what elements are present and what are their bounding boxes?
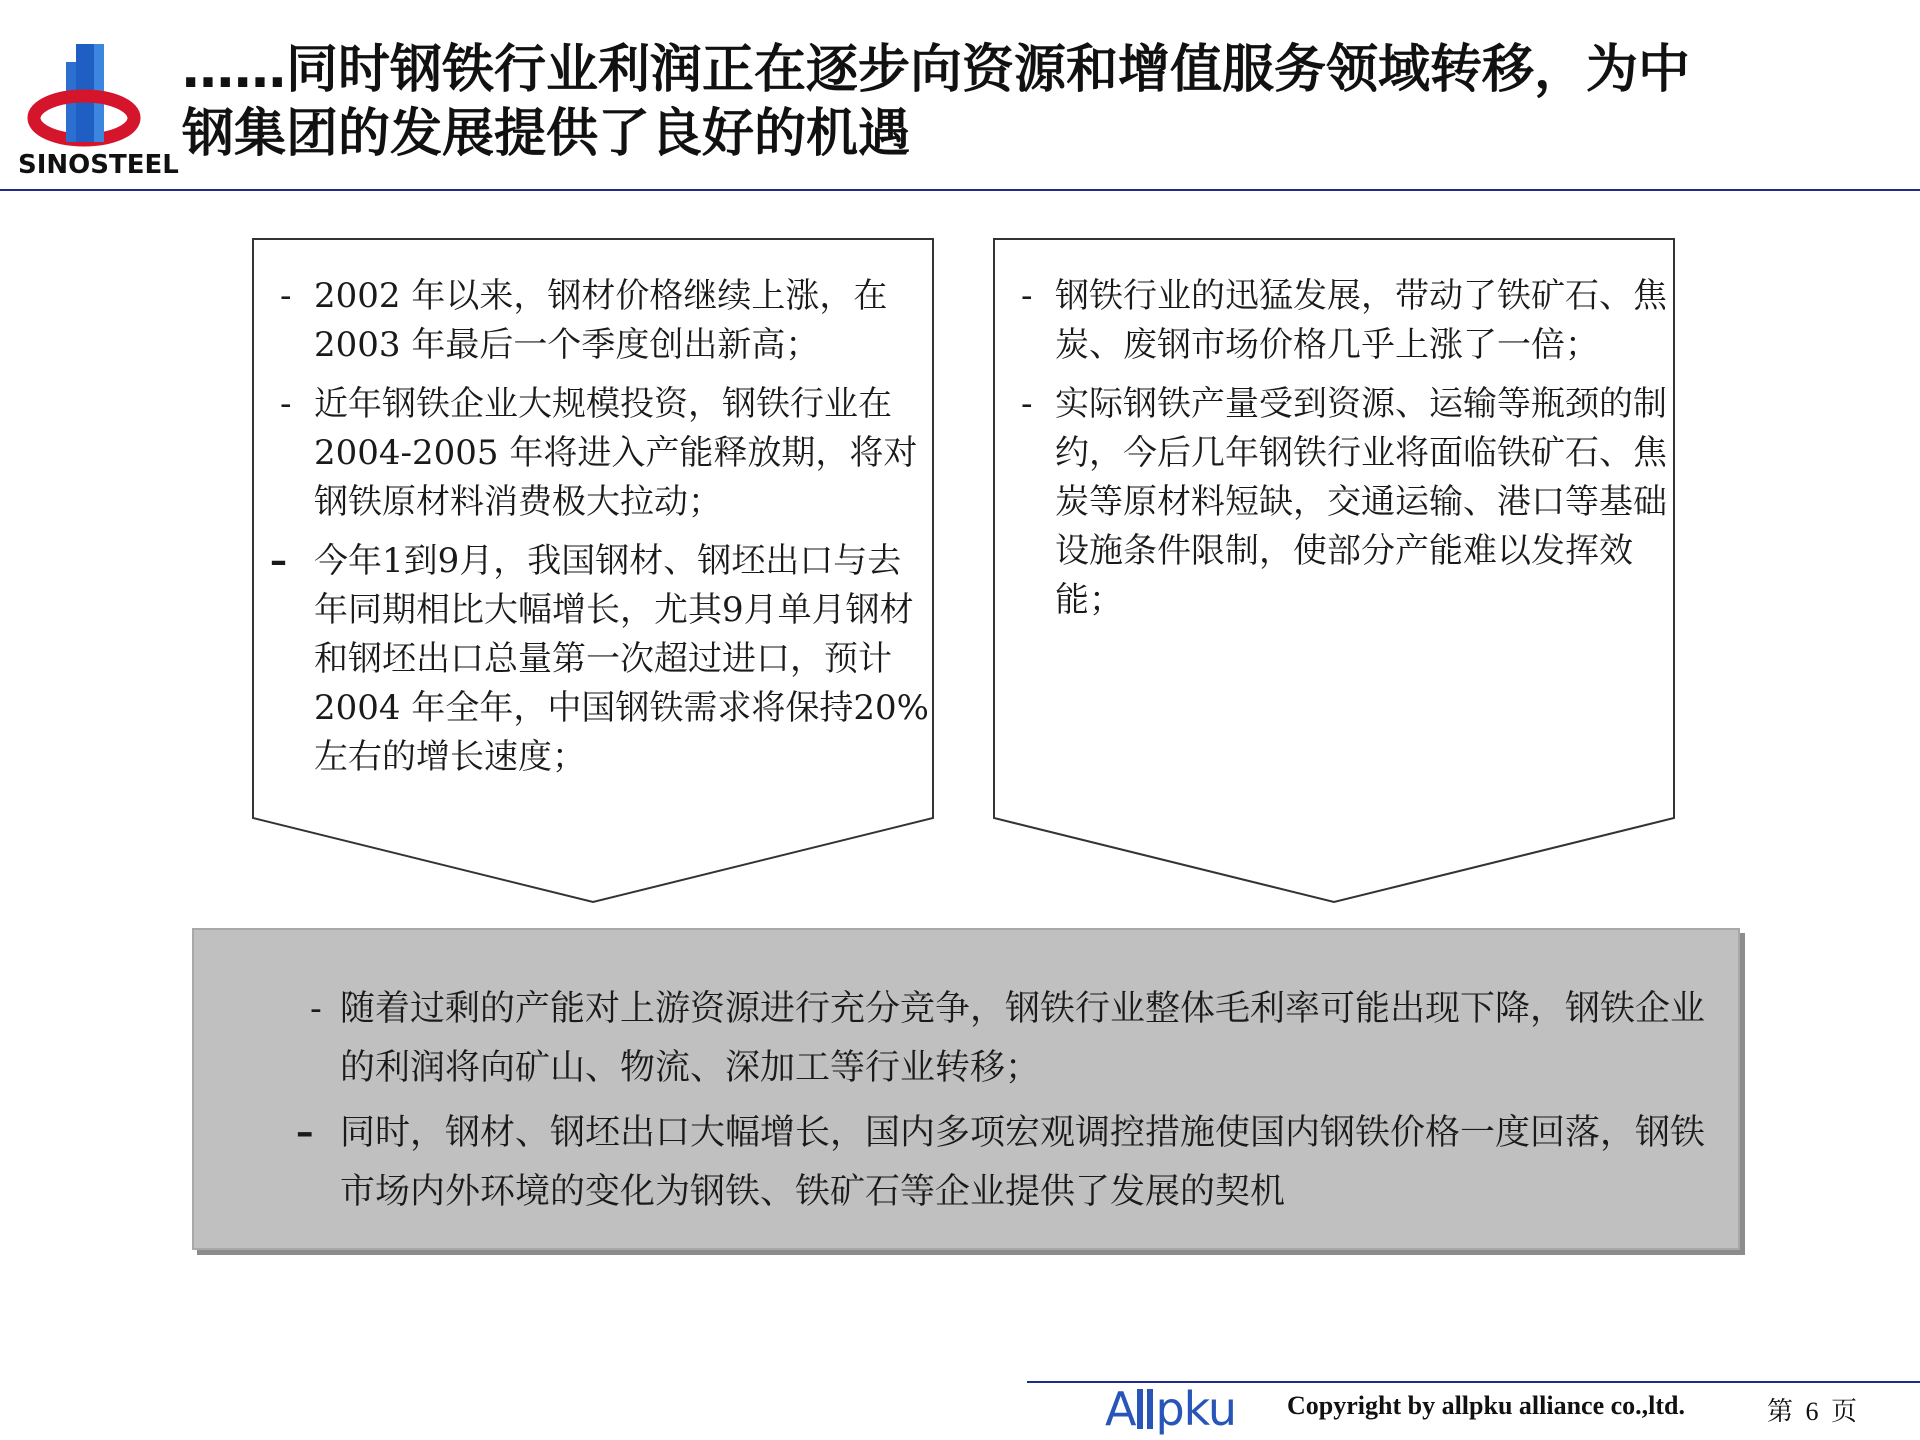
list-item-text: 2002 年以来，钢材价格继续上涨，在2003 年最后一个季度创出新高； — [314, 276, 888, 365]
title-line-1: ……同时钢铁行业利润正在逐步向资源和增值服务领域转移，为中 — [182, 40, 1691, 100]
page-title — [182, 38, 1882, 166]
right-arrow-box — [993, 238, 1675, 904]
sinosteel-logo — [18, 38, 179, 188]
list-item-text: 随着过剩的产能对上游资源进行充分竞争，钢铁行业整体毛利率可能出现下降，钢铁企业的利润将向矿山、物流、深加工等行业转移； — [340, 989, 1706, 1088]
list-item — [252, 380, 934, 527]
bullet-dash: - — [1021, 384, 1033, 424]
list-item — [252, 272, 934, 370]
list-item — [294, 980, 1714, 1098]
allpku-logo-bar-icon — [1147, 1389, 1153, 1429]
bullet-dash: – — [270, 541, 287, 581]
sinosteel-emblem-icon — [18, 38, 158, 148]
bullet-dash: - — [280, 384, 292, 424]
title-divider — [0, 189, 1920, 191]
allpku-logo-rest: pku — [1155, 1382, 1237, 1436]
list-item-text: 同时，钢材、钢坯出口大幅增长，国内多项宏观调控措施使国内钢铁价格一度回落，钢铁市场内外环境的变化为钢铁、铁矿石等企业提供了发展的契机 — [340, 1113, 1706, 1212]
list-item — [294, 1104, 1714, 1222]
list-item-text: 今年1到9月，我国钢材、钢坯出口与去年同期相比大幅增长，尤其9月单月钢材和钢坯出口总量第一次超过进口，预计2004 年全年，中国钢铁需求将保持20%左右的增长速度； — [314, 541, 929, 777]
copyright-text: Copyright by allpku alliance co.,ltd. — [1287, 1391, 1685, 1420]
title-line-2: 钢集团的发展提供了良好的机遇 — [182, 104, 911, 164]
page-number: 第 6 页 — [1767, 1397, 1858, 1426]
left-arrow-box — [252, 238, 934, 904]
left-box-content — [252, 272, 934, 792]
bullet-dash: - — [310, 989, 322, 1029]
allpku-logo-a: A — [1105, 1382, 1136, 1436]
list-item-text: 实际钢铁产量受到资源、运输等瓶颈的制约，今后几年钢铁行业将面临铁矿石、焦炭等原材料短缺，交通运输、港口等基础设施条件限制，使部分产能难以发挥效能； — [1055, 384, 1667, 620]
bullet-dash: - — [1021, 276, 1033, 316]
right-box-content — [993, 272, 1675, 635]
list-item-text: 近年钢铁企业大规模投资，钢铁行业在2004-2005 年将进入产能释放期，将对钢铁原材料消费极大拉动； — [314, 384, 918, 522]
allpku-logo — [1105, 1384, 1236, 1434]
allpku-logo-bar-icon — [1137, 1389, 1143, 1429]
logo-wordmark: SINOSTEEL — [18, 150, 179, 180]
list-item — [252, 537, 934, 782]
bullet-dash: – — [296, 1113, 314, 1153]
list-item-text: 钢铁行业的迅猛发展，带动了铁矿石、焦炭、废钢市场价格几乎上涨了一倍； — [1055, 276, 1667, 365]
bullet-dash: - — [280, 276, 292, 316]
list-item — [993, 380, 1675, 625]
list-item — [993, 272, 1675, 370]
summary-box — [192, 928, 1740, 1250]
summary-content — [294, 980, 1714, 1228]
